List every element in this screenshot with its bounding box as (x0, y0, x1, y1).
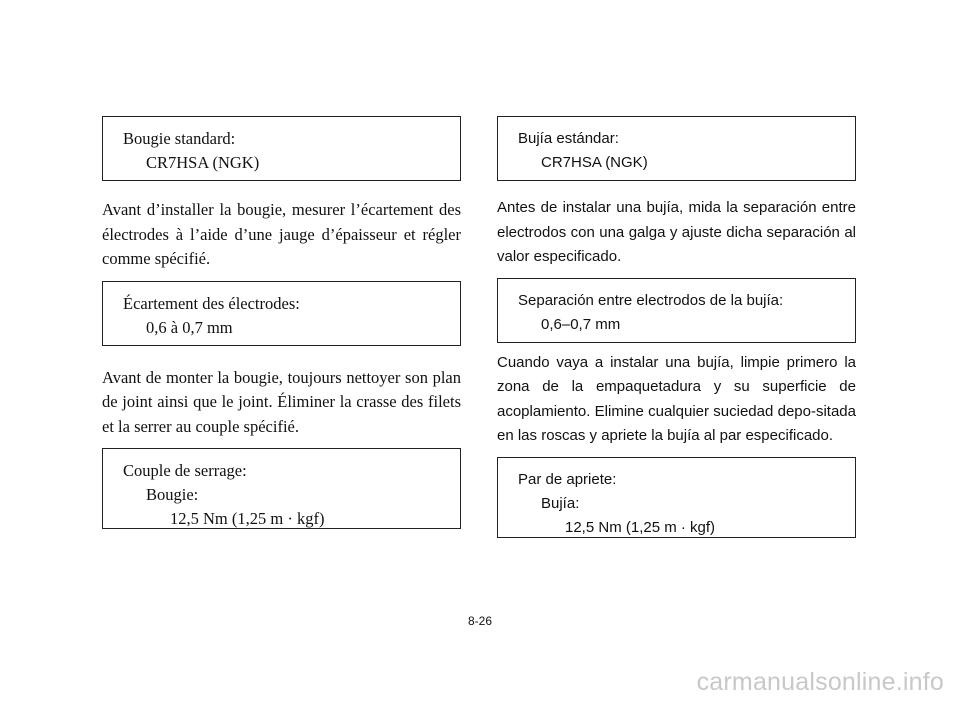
fr-gap-instruction-paragraph: Avant d’installer la bougie, mesurer l’écartement des électrodes à l’aide d’une jauge d’épaisseur et régler comme spécifié. (102, 200, 461, 268)
fr-torque-sublabel: Bougie: (146, 485, 199, 504)
es-torque-label: Par de apriete: (518, 470, 617, 488)
es-torque-box (497, 457, 856, 538)
es-torque-value: 12,5 Nm (1,25 m · kgf) (565, 518, 716, 536)
es-gap-label: Separación entre electrodos de la bujía: (518, 291, 784, 309)
page-number: 8-26 (467, 614, 493, 628)
es-torque-sublabel: Bujía: (541, 494, 580, 512)
fr-torque-label: Couple de serrage: (123, 461, 247, 480)
fr-spark-plug-value: CR7HSA (NGK) (146, 153, 260, 172)
fr-torque-box (102, 448, 461, 529)
es-spark-plug-label: Bujía estándar: (518, 130, 619, 147)
spanish-column (497, 116, 856, 538)
watermark: carmanualsonline.info (696, 668, 944, 696)
fr-electrode-gap-box (102, 281, 461, 346)
fr-install-instruction-paragraph: Avant de monter la bougie, toujours nettoyer son plan de joint ainsi que le joint. Éliminer la crasse des filets et la serrer au couple spécifié. (102, 367, 461, 436)
fr-spark-plug-spec-box (102, 116, 461, 181)
es-spark-plug-spec-box (497, 116, 856, 181)
fr-gap-value: 0,6 à 0,7 mm (146, 317, 233, 337)
fr-spark-plug-label: Bougie standard: (123, 129, 236, 148)
fr-torque-value: 12,5 Nm (1,25 m · kgf) (170, 509, 325, 528)
fr-gap-label: Écartement des électrodes: (123, 293, 300, 313)
es-gap-value: 0,6–0,7 mm (541, 315, 621, 333)
french-column (102, 116, 461, 529)
es-spark-plug-value: CR7HSA (NGK) (541, 154, 648, 171)
es-gap-instruction-paragraph: Antes de instalar una bujía, mida la separación entre electrodos con una galga y ajuste dicha separación al valor especificado. (497, 199, 856, 265)
es-install-instruction-paragraph: Cuando vaya a instalar una bujía, limpie primero la zona de la empaquetadura y su superficie de acoplamiento. Elimine cualquier suciedad depo-sitada en las roscas y apriete la bujía al par especificado. (497, 353, 856, 444)
es-electrode-gap-box (497, 278, 856, 343)
